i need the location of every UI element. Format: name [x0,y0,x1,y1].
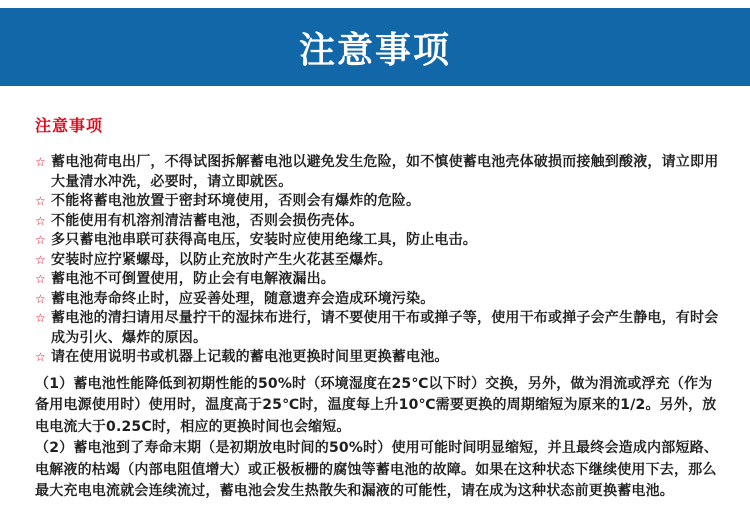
section-heading: 注意事项 [35,116,104,135]
title-banner [0,8,750,86]
list-item [35,212,724,232]
list-item [35,270,724,290]
notice-list [35,153,724,368]
star-icon: ☆ [35,233,46,247]
star-icon: ☆ [35,252,46,267]
list-item-text: 请在使用说明书或机器上记载的蓄电池更换时间里更换蓄电池。 [51,349,449,365]
list-item [35,309,724,348]
star-icon: ☆ [35,272,46,286]
list-item-text: 蓄电池的清扫请用尽量拧干的湿抹布进行，请不要使用干布或掸子等，使用干布或掸子会产生静电，有时会成为引火、爆炸的原因。 [51,310,719,346]
star-icon: ☆ [35,213,46,228]
list-item-text: 不能将蓄电池放置于密封环境使用，否则会有爆炸的危险。 [51,193,421,209]
list-item [35,290,724,310]
precautions-page [0,8,750,515]
star-icon: ☆ [35,194,46,208]
paragraph-2: （2）蓄电池到了寿命末期（是初期放电时间的50%时）使用可能时间明显缩短，并且最终会造成内部短路、电解液的枯竭（内部电阻值增大）或正极板栅的腐蚀等蓄电池的故障。如果在这种状态下继续使用下去，那么最大充电电流就会连续流过，蓄电池会发生热散失和漏液的可能性，请在成为这种状态前更换蓄电池。 [35,440,719,499]
content-area [0,113,750,503]
list-item-text: 蓄电池荷电出厂，不得试图拆解蓄电池以避免发生危险，如不慎使蓄电池壳体破损而接触到酸液，请立即用大量清水冲洗，必要时，请立即就医。 [51,154,719,190]
list-item [35,251,724,271]
replacement-notes [35,374,724,503]
list-item-text: 安装时应拧紧螺母，以防止充放时产生火花甚至爆炸。 [51,251,392,268]
star-icon: ☆ [35,350,46,364]
list-item [35,153,724,192]
list-item [35,348,724,368]
list-item [35,192,724,212]
list-item-text: 蓄电池不可倒置使用，防止会有电解液漏出。 [51,271,335,287]
page-title: 注意事项 [298,29,451,71]
star-icon: ☆ [35,311,46,325]
list-item-text: 多只蓄电池串联可获得高电压，安装时应使用绝缘工具，防止电击。 [51,232,477,248]
star-icon: ☆ [35,291,46,306]
paragraph-1: （1）蓄电池性能降低到初期性能的50%时（环境湿度在25℃以下时）交换，另外，做为涓流或浮充（作为备用电源使用时）使用时，温度高于25℃时，温度每上升10℃需要更换的周期缩短为原来的1/2。另外，放电电流大于0.25C时，相应的更换时间也会缩短。 [35,375,717,435]
list-item [35,231,724,251]
list-item-text: 不能使用有机溶剂清洁蓄电池，否则会损伤壳体。 [51,212,364,229]
list-item-text: 蓄电池寿命终止时，应妥善处理，随意遗弃会造成环境污染。 [51,290,435,307]
star-icon: ☆ [35,155,46,169]
